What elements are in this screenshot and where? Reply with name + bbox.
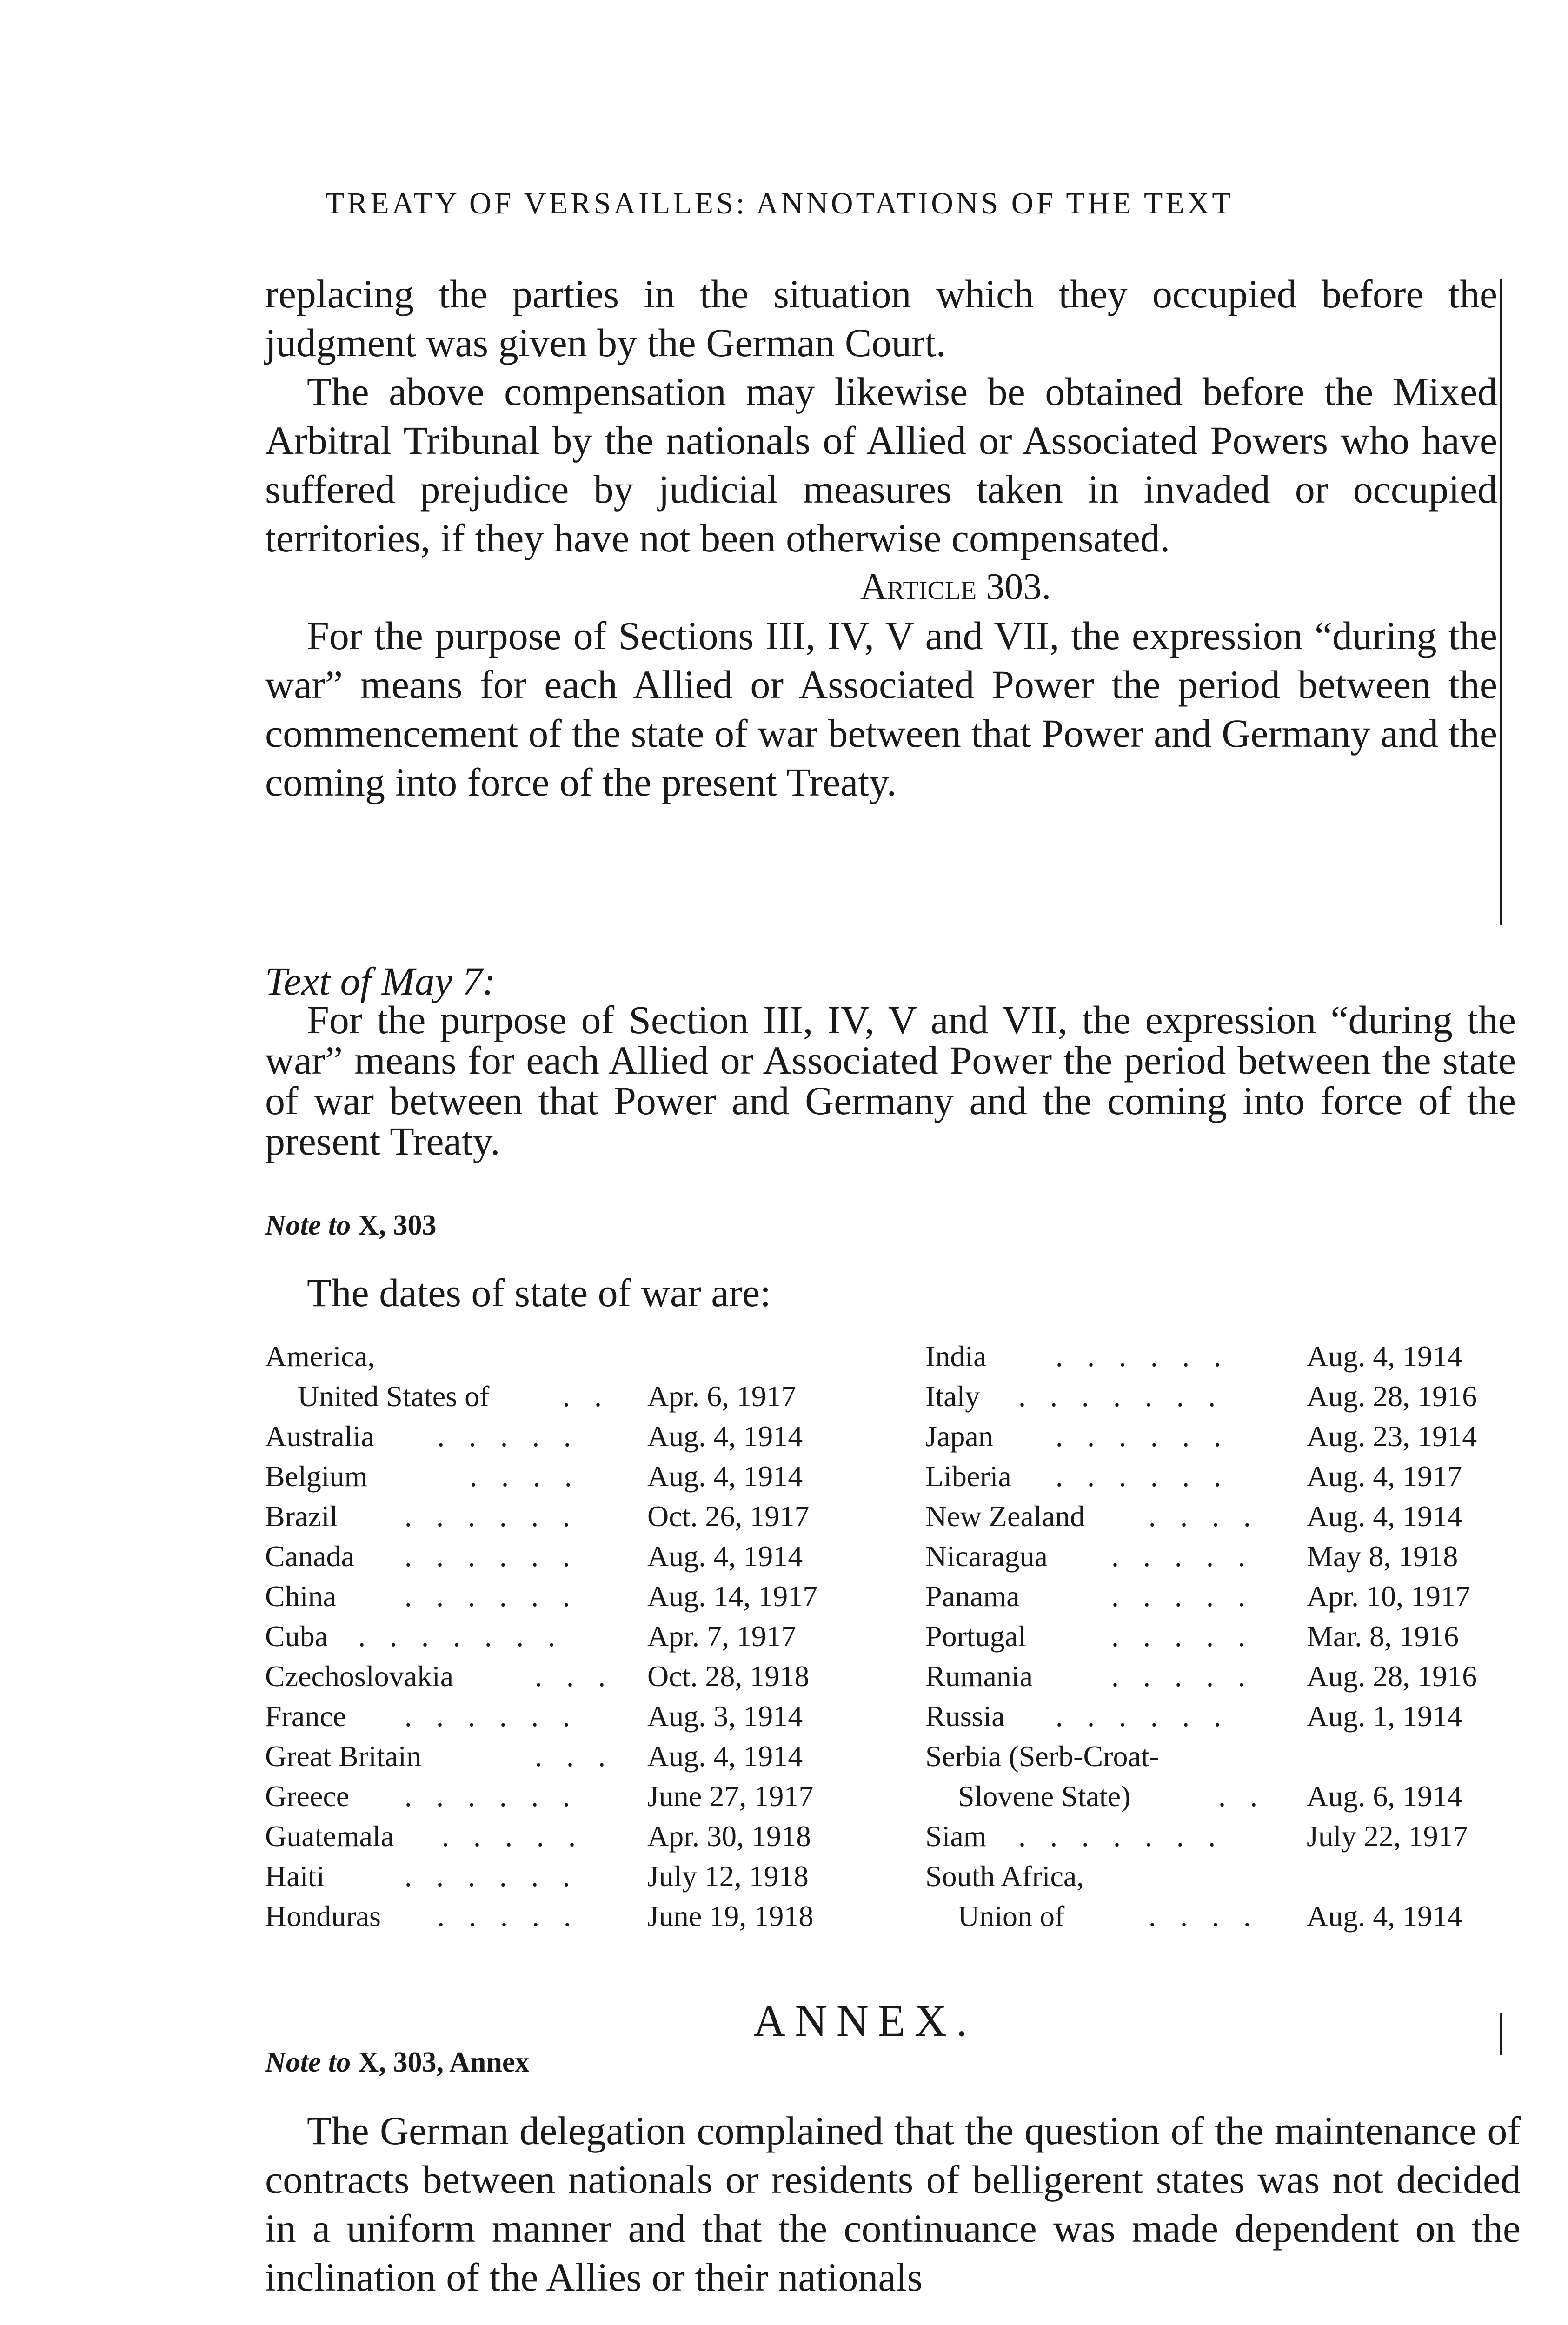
country-name: United States of xyxy=(298,1380,490,1413)
war-date-row xyxy=(265,1899,870,1939)
war-date-row xyxy=(265,1459,870,1499)
note-label-303 xyxy=(265,1209,437,1242)
leader-dots: . . . . . . . xyxy=(1018,1380,1224,1413)
dates-intro: The dates of state of war are: xyxy=(307,1270,771,1315)
war-date: Aug. 4, 1914 xyxy=(647,1540,803,1573)
war-date: Apr. 30, 1918 xyxy=(647,1820,811,1853)
war-date-row xyxy=(265,1739,870,1779)
continuation-paragraph: replacing the parties in the situation which they occupied before the judgment was given by the German Court. xyxy=(265,272,1497,365)
country-name: Czechoslovakia xyxy=(265,1660,454,1693)
country-name: India xyxy=(925,1340,987,1373)
country-name: Russia xyxy=(925,1700,1005,1733)
war-dates-left-column xyxy=(265,1339,870,1939)
war-date-row xyxy=(925,1859,1530,1899)
leader-dots: . . . . xyxy=(1149,1500,1259,1533)
country-name: Nicaragua xyxy=(925,1540,1048,1573)
article-text: For the purpose of Sections III, IV, V and VII, the expression “during the war” means for each Allied or Associated Power the period between the commencement of the state of war between that Power and Germany and the coming into force of the present Treaty. xyxy=(265,613,1497,804)
war-date-row xyxy=(925,1579,1530,1619)
country-name: Haiti xyxy=(265,1860,325,1893)
may7-label: Text of May 7: xyxy=(265,959,496,1003)
leader-dots: . . . . . . xyxy=(405,1860,578,1893)
war-date-row xyxy=(925,1699,1530,1739)
country-name: Canada xyxy=(265,1540,354,1573)
war-date-row xyxy=(925,1819,1530,1859)
war-date: Aug. 4, 1914 xyxy=(1307,1900,1462,1933)
compensation-paragraph: The above compensation may likewise be obtained before the Mixed Arbitral Tribunal by the nationals of Allied or Associated Powers who have suffered prejudice by judicial measures taken in invaded or occupied territories, if they have not been otherwise compensated. xyxy=(265,369,1497,560)
annex-heading: ANNEX. xyxy=(753,1996,977,2046)
war-date: Aug. 6, 1914 xyxy=(1307,1780,1462,1813)
country-name: Greece xyxy=(265,1780,350,1813)
war-date: Aug. 23, 1914 xyxy=(1307,1420,1477,1453)
war-date: June 27, 1917 xyxy=(647,1780,814,1813)
war-date-row xyxy=(925,1899,1530,1939)
war-date-row xyxy=(265,1659,870,1699)
country-name: Cuba xyxy=(265,1620,328,1653)
country-name: Belgium xyxy=(265,1460,368,1493)
country-name: Portugal xyxy=(925,1620,1026,1653)
war-date: Aug. 28, 1916 xyxy=(1307,1380,1477,1413)
war-date-row xyxy=(265,1859,870,1899)
war-date-row xyxy=(265,1379,870,1419)
war-date: Oct. 26, 1917 xyxy=(647,1500,810,1533)
running-head: TREATY OF VERSAILLES: ANNOTATIONS OF THE TEXT xyxy=(326,186,1234,220)
leader-dots: . . . . xyxy=(1149,1900,1259,1933)
note-ref: X, 303, Annex xyxy=(358,2046,530,2078)
main-text-block xyxy=(265,270,1497,807)
war-date: Mar. 8, 1916 xyxy=(1307,1620,1459,1653)
leader-dots: . . . . . . xyxy=(405,1540,578,1573)
leader-dots: . . . . xyxy=(470,1460,580,1493)
country-name: New Zealand xyxy=(925,1500,1085,1533)
war-date-row xyxy=(925,1779,1530,1819)
country-name: Rumania xyxy=(925,1660,1033,1693)
war-date: Aug. 4, 1914 xyxy=(647,1740,803,1773)
war-date: Apr. 7, 1917 xyxy=(647,1620,796,1653)
country-name: Japan xyxy=(925,1420,993,1453)
war-date: May 8, 1918 xyxy=(1307,1540,1458,1573)
leader-dots: . . . . . . . xyxy=(1018,1820,1224,1853)
war-date-row xyxy=(925,1499,1530,1539)
country-name: America, xyxy=(265,1340,375,1373)
war-date-row xyxy=(925,1739,1530,1779)
margin-rule-annex xyxy=(1500,2013,1502,2055)
war-date: Aug. 4, 1917 xyxy=(1307,1460,1462,1493)
leader-dots: . . . . . xyxy=(1111,1620,1254,1653)
country-name: Italy xyxy=(925,1380,980,1413)
country-name: Slovene State) xyxy=(958,1780,1131,1813)
war-date-row xyxy=(265,1779,870,1819)
country-name: Great Britain xyxy=(265,1740,421,1773)
war-date: July 12, 1918 xyxy=(647,1860,809,1893)
war-date-row xyxy=(925,1539,1530,1579)
country-name: Union of xyxy=(958,1900,1065,1933)
war-date: Apr. 6, 1917 xyxy=(647,1380,796,1413)
war-date-row xyxy=(265,1699,870,1739)
war-date: Aug. 3, 1914 xyxy=(647,1700,803,1733)
leader-dots: . . . . . . xyxy=(1056,1460,1229,1493)
war-date: July 22, 1917 xyxy=(1307,1820,1468,1853)
war-date: Aug. 4, 1914 xyxy=(647,1460,803,1493)
war-date-row xyxy=(925,1379,1530,1419)
war-date-row xyxy=(925,1619,1530,1659)
war-date-row xyxy=(265,1819,870,1859)
war-date: Aug. 4, 1914 xyxy=(1307,1340,1462,1373)
country-name: Panama xyxy=(925,1580,1020,1613)
war-date: Aug. 1, 1914 xyxy=(1307,1700,1462,1733)
war-date-row xyxy=(265,1419,870,1459)
country-name: China xyxy=(265,1580,336,1613)
war-date: Aug. 28, 1916 xyxy=(1307,1660,1477,1693)
may7-text-block xyxy=(265,997,1516,1163)
leader-dots: . . . xyxy=(535,1660,614,1693)
country-name: Guatemala xyxy=(265,1820,394,1853)
war-date-row xyxy=(265,1499,870,1539)
leader-dots: . . . . . . xyxy=(405,1580,578,1613)
country-name: Honduras xyxy=(265,1900,381,1933)
war-date-row xyxy=(925,1459,1530,1499)
leader-dots: . . . . . . . xyxy=(358,1620,564,1653)
leader-dots: . . . . . xyxy=(437,1900,579,1933)
margin-rule-main xyxy=(1500,279,1502,925)
war-date: June 19, 1918 xyxy=(647,1900,814,1933)
leader-dots: . . . . . xyxy=(437,1420,579,1453)
country-name: South Africa, xyxy=(925,1860,1084,1893)
note-ref: X, 303 xyxy=(358,1209,437,1241)
leader-dots: . . . . . xyxy=(1111,1660,1254,1693)
war-date-row xyxy=(925,1659,1530,1699)
country-name: France xyxy=(265,1700,346,1733)
war-date: Aug. 4, 1914 xyxy=(647,1420,803,1453)
country-name: Siam xyxy=(925,1820,987,1853)
war-date: Oct. 28, 1918 xyxy=(647,1660,810,1693)
war-date-row xyxy=(265,1579,870,1619)
note-prefix: Note to xyxy=(265,2046,351,2078)
war-date-row xyxy=(265,1539,870,1579)
war-date: Apr. 10, 1917 xyxy=(1307,1580,1470,1613)
leader-dots: . . . . . xyxy=(442,1820,584,1853)
war-date-row xyxy=(265,1339,870,1379)
annex-paragraph: The German delegation complained that the question of the maintenance of contracts between nationals or residents of belligerent states was not decided in a uniform manner and that the continuance was made dependent on the inclination of the Allies or their nationals xyxy=(265,2108,1521,2299)
war-date-row xyxy=(925,1339,1530,1379)
leader-dots: . . . xyxy=(535,1740,614,1773)
war-date: Aug. 14, 1917 xyxy=(647,1580,818,1613)
country-name: Serbia (Serb-Croat- xyxy=(925,1740,1159,1773)
may7-text: For the purpose of Section III, IV, V and VII, the expression “during the war” means for each Allied or Associated Power the period between the state of war between that Power and Germany and the coming into force of the present Treaty. xyxy=(265,997,1516,1163)
country-name: Brazil xyxy=(265,1500,338,1533)
note-label-annex xyxy=(265,2046,529,2079)
country-name: Australia xyxy=(265,1420,374,1453)
leader-dots: . . xyxy=(563,1380,610,1413)
leader-dots: . . . . . . xyxy=(405,1780,578,1813)
country-name: Liberia xyxy=(925,1460,1011,1493)
war-dates-right-column xyxy=(925,1339,1530,1939)
article-heading: Article 303. xyxy=(860,566,1051,607)
leader-dots: . . . . . xyxy=(1111,1540,1254,1573)
leader-dots: . . . . . . xyxy=(1056,1700,1229,1733)
note-prefix: Note to xyxy=(265,1209,351,1241)
leader-dots: . . . . . . xyxy=(405,1500,578,1533)
war-date: Aug. 4, 1914 xyxy=(1307,1500,1462,1533)
annex-text-block xyxy=(265,2106,1521,2302)
war-date-row xyxy=(265,1619,870,1659)
leader-dots: . . . . . . xyxy=(405,1700,578,1733)
leader-dots: . . . . . . xyxy=(1056,1420,1229,1453)
leader-dots: . . . . . xyxy=(1111,1580,1254,1613)
leader-dots: . . xyxy=(1218,1780,1266,1813)
war-date-row xyxy=(925,1419,1530,1459)
leader-dots: . . . . . . xyxy=(1056,1340,1229,1373)
